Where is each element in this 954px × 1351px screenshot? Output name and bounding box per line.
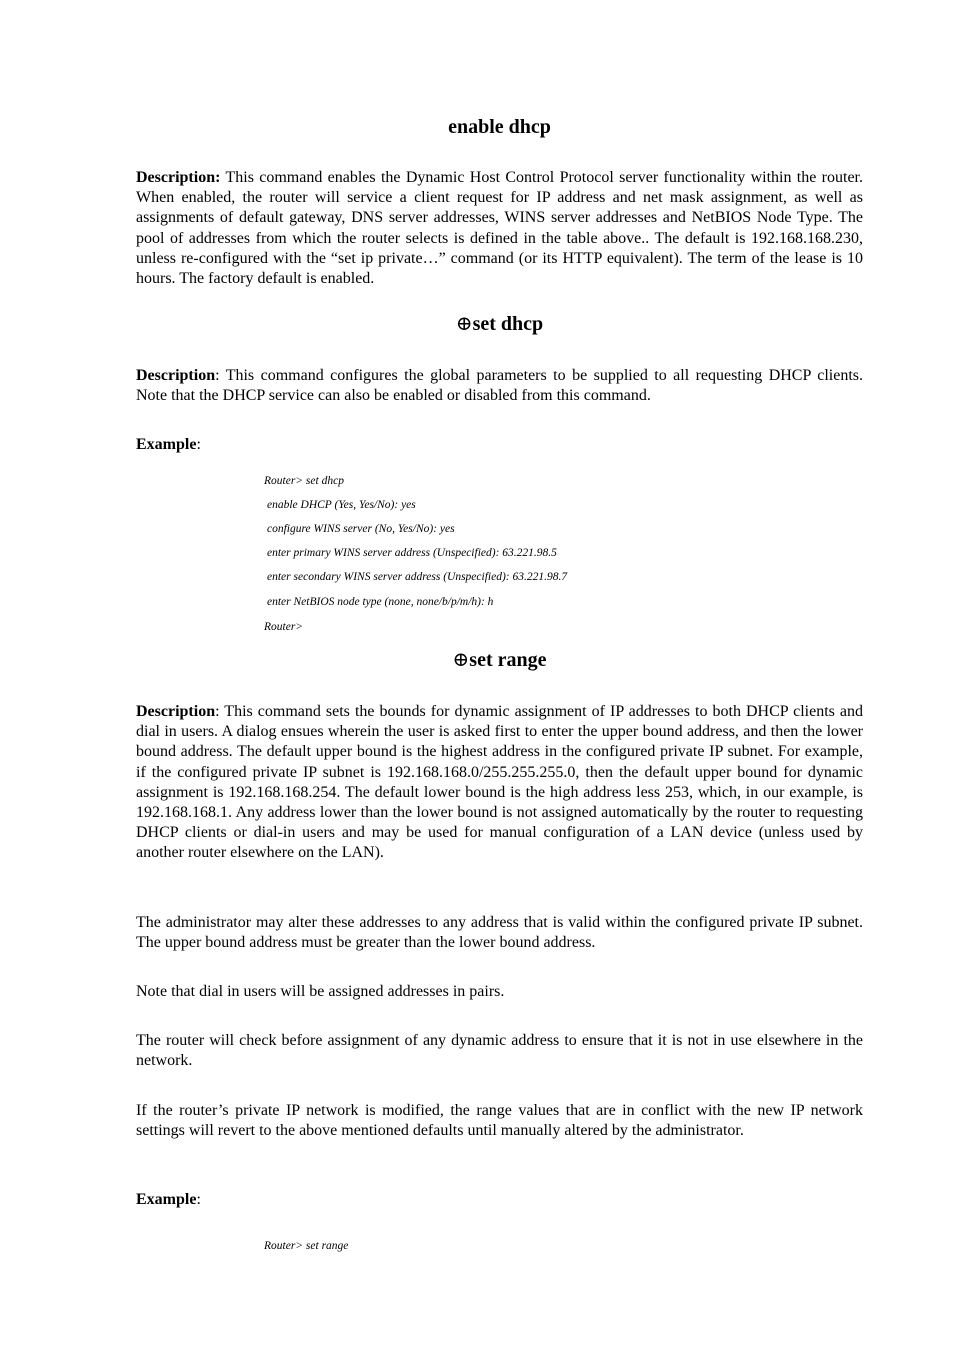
code-line: enter primary WINS server address (Unspecified): 63.221.98.5 (267, 547, 557, 559)
set-range-paragraph-4: The router will check before assignment of any dynamic address to ensure that it is not in use elsewhere in the network. (136, 1032, 863, 1070)
description-text: : This command configures the global parameters to be supplied to all requesting DHCP clients. Note that the DHCP service can also be enabled or disabled from this command. (136, 367, 863, 405)
set-dhcp-heading (136, 312, 863, 336)
description-label: Description: (136, 169, 221, 186)
set-dhcp-title: set dhcp (472, 313, 544, 335)
example-label: Example (136, 436, 197, 453)
set-dhcp-description (136, 366, 863, 406)
set-range-paragraph-2: The administrator may alter these addresses to any address that is valid within the configured private IP subnet. The upper bound address must be greater than the lower bound address. (136, 914, 863, 952)
code-line: enable DHCP (Yes, Yes/No): yes (267, 499, 416, 511)
set-range-example-label (136, 1190, 863, 1210)
description-text: This command enables the Dynamic Host Control Protocol server functionality within the router. When enabled, the router will service a client request for IP address and net mask assignment, as well as assignments of default gateway, DNS server addresses, WINS server addresses and NetBIOS Node Type. The pool of addresses from which the router selects is defined in the table above.. The default is 192.168.168.230, unless re-configured with the “set ip private…” command (or its HTTP equivalent). The term of the lease is 10 hours. The factory default is enabled. (136, 169, 863, 288)
description-label: Description (136, 703, 216, 720)
code-line: Router> set range (264, 1240, 349, 1252)
code-line: configure WINS server (No, Yes/No): yes (267, 523, 455, 535)
command-marker-icon: ⊕ (455, 313, 473, 335)
description-label: Description (136, 367, 216, 384)
description-text: : This command sets the bounds for dynamic assignment of IP addresses to both DHCP clients and dial in users. A dialog ensues wherein the user is asked first to enter the upper bound address, and then the lower bound address. The default upper bound is the highest address in the configured private IP subnet. For example, if the configured private IP subnet is 192.168.168.0/255.255.255.0, then the default upper bound for dynamic assignment is 192.168.168.254. The default lower bound is the high address less 253, which, in our example, is 192.168.168.1. Any address lower than the lower bound is not assigned automatically by the router to requesting DHCP clients or dial-in users and may be used for manual configuration of a LAN device (unless used by another router elsewhere on the LAN). (136, 703, 863, 862)
set-range-paragraph-3: Note that dial in users will be assigned addresses in pairs. (136, 983, 505, 1000)
command-marker-icon: ⊕ (452, 649, 470, 671)
code-line: enter NetBIOS node type (none, none/b/p/m/h): h (267, 596, 494, 608)
enable-dhcp-heading: enable dhcp (448, 116, 551, 138)
set-range-title: set range (469, 649, 547, 671)
set-range-description (136, 702, 863, 864)
code-line: Router> (264, 621, 304, 633)
example-colon: : (196, 1191, 201, 1208)
set-range-heading (136, 648, 863, 672)
set-range-paragraph-5: If the router’s private IP network is modified, the range values that are in conflict with the new IP network settings will revert to the above mentioned defaults until manually altered by the administrator. (136, 1102, 863, 1140)
enable-dhcp-description (136, 168, 863, 289)
set-dhcp-example-label (136, 435, 863, 455)
code-line: Router> set dhcp (264, 475, 344, 487)
example-colon: : (196, 436, 201, 453)
code-line: enter secondary WINS server address (Unspecified): 63.221.98.7 (267, 571, 568, 583)
example-label: Example (136, 1191, 197, 1208)
